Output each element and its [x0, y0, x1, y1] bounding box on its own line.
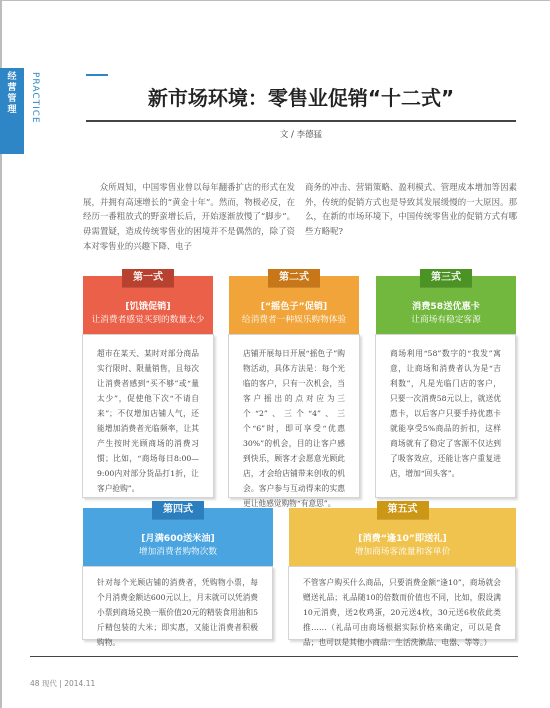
lead-paragraph-left: 众所周知，中国零售业曾以每年翻番扩店的形式在发展，并拥有高速增长的“黄金十年”。然而，物极必反，在经历一番粗放式的野蛮增长后，开始逐渐放慢了“脚步”。毋需置疑，造成传统零售业的困境并不是偶然的，除了资本对零售业的兴趣下降、电子	[83, 182, 295, 251]
card-2-header	[229, 272, 359, 334]
card-3-header	[376, 272, 516, 334]
card-5-header	[289, 504, 516, 566]
card-3-title: 消费58送优惠卡	[412, 301, 480, 312]
card-2-title: [“摇色子”促销]	[260, 301, 328, 312]
card-3-label: 第三式	[420, 269, 472, 287]
author-byline: 文 / 李德猛	[279, 130, 323, 140]
card-1-body	[82, 334, 214, 498]
title-accent	[86, 74, 108, 76]
section-label: 经营管理	[7, 72, 17, 115]
card-4-text: 针对每个光顾店铺的消费者，凭购物小票，每个月消费金额达600元以上，月末就可以凭消费小票到商场兑换一瓶价值20元的精装食用油和5斤精包装的大米；即实惠，又能让消费者积极购物。	[97, 578, 258, 647]
page-folio: 48 现代 | 2014.11	[30, 679, 96, 688]
card-4-subtitle: 增加消费者购物次数	[138, 547, 218, 557]
card-4-body	[82, 566, 273, 647]
title-block	[86, 74, 516, 122]
footer-rule	[30, 656, 518, 657]
card-3-subtitle: 让商场有稳定客源	[411, 315, 481, 325]
card-5-label: 第五式	[377, 501, 429, 519]
card-2-text: 店铺开展每日开展“摇色子”购物活动，具体方法是：每个光临的客户，只有一次机会，当客户摇出的点对应为三个“2”、三个“4”、三个“6”时，即可享受“优惠30%”的机会，目的让客户感到快乐，顾客才会愿意光顾此店，才会给店铺带来创收的机会。客户参与互动得来的实惠更让他感觉购物“有意思”。	[243, 349, 345, 508]
card-2-label: 第二式	[268, 269, 320, 287]
card-1-subtitle: 让消费者感觉买到的数量太少	[91, 315, 205, 325]
card-3-body	[375, 334, 516, 498]
card-1-label: 第一式	[122, 269, 174, 287]
card-2-body	[228, 334, 360, 508]
card-4-header	[83, 504, 273, 566]
card-2-subtitle: 给消费者一种娱乐购物体验	[241, 315, 347, 325]
card-3-text: 商场利用“58”数字的“我发”寓意，让商场和消费者认为是“吉利数”，凡是光临门店的客户，只要一次消费58元以上，就送优惠卡，以后客户只要手持优惠卡就能享受5%商品的折扣，这样商场就有了稳定了客源不仅达到了吸客效应，还能让客户重复进店，增加“回头客”。	[390, 349, 501, 478]
section-label-english: PRACTICE	[30, 72, 40, 124]
card-5-text: 不管客户购买什么商品，只要消费金额“逢10”，商场就会赠送礼品；礼品随10的倍数而价值也不同，比如，假设满10元消费，送2枚鸡蛋，20元送4枚，30元送6枚依此类推……（礼品可由商场根据实际价格来确定，可以是食品；也可以是其他小商品：生活洗漱品、电器、等等。）	[303, 578, 501, 647]
card-4-label: 第四式	[152, 501, 204, 519]
card-1-title: [饥饿促销]	[125, 301, 171, 312]
card-1-header	[83, 272, 213, 334]
card-4-title: [月满600送米油]	[141, 533, 215, 544]
article-title: 新市场环境：零售业促销“十二式”	[147, 86, 455, 110]
lead-paragraph-right: 商务的冲击、营销策略、盈利模式、管理成本增加等因素外，传统的促销方式也是导致其发展缓慢的一大原因。那么，在新的市场环境下，中国传统零售业的促销方式有哪些方略呢?	[305, 182, 517, 237]
card-5-subtitle: 增加商场客流量和客单价	[354, 547, 451, 557]
card-5-body	[288, 566, 516, 647]
card-5-title: [消费“逢10”即送礼]	[358, 533, 447, 544]
card-1-text: 超市在某天、某时对部分商品实行限时、限量销售，且每次让消费者感到“买不够”或“量太少”，促使他下次“不请自来”；不仅增加店铺人气，还能增加消费者光临频率，让其产生按时光顾商场的消费习惯；比如，“商场每日8:00—9:00内对部分货品打1折，让客户抢购”。	[97, 349, 199, 493]
